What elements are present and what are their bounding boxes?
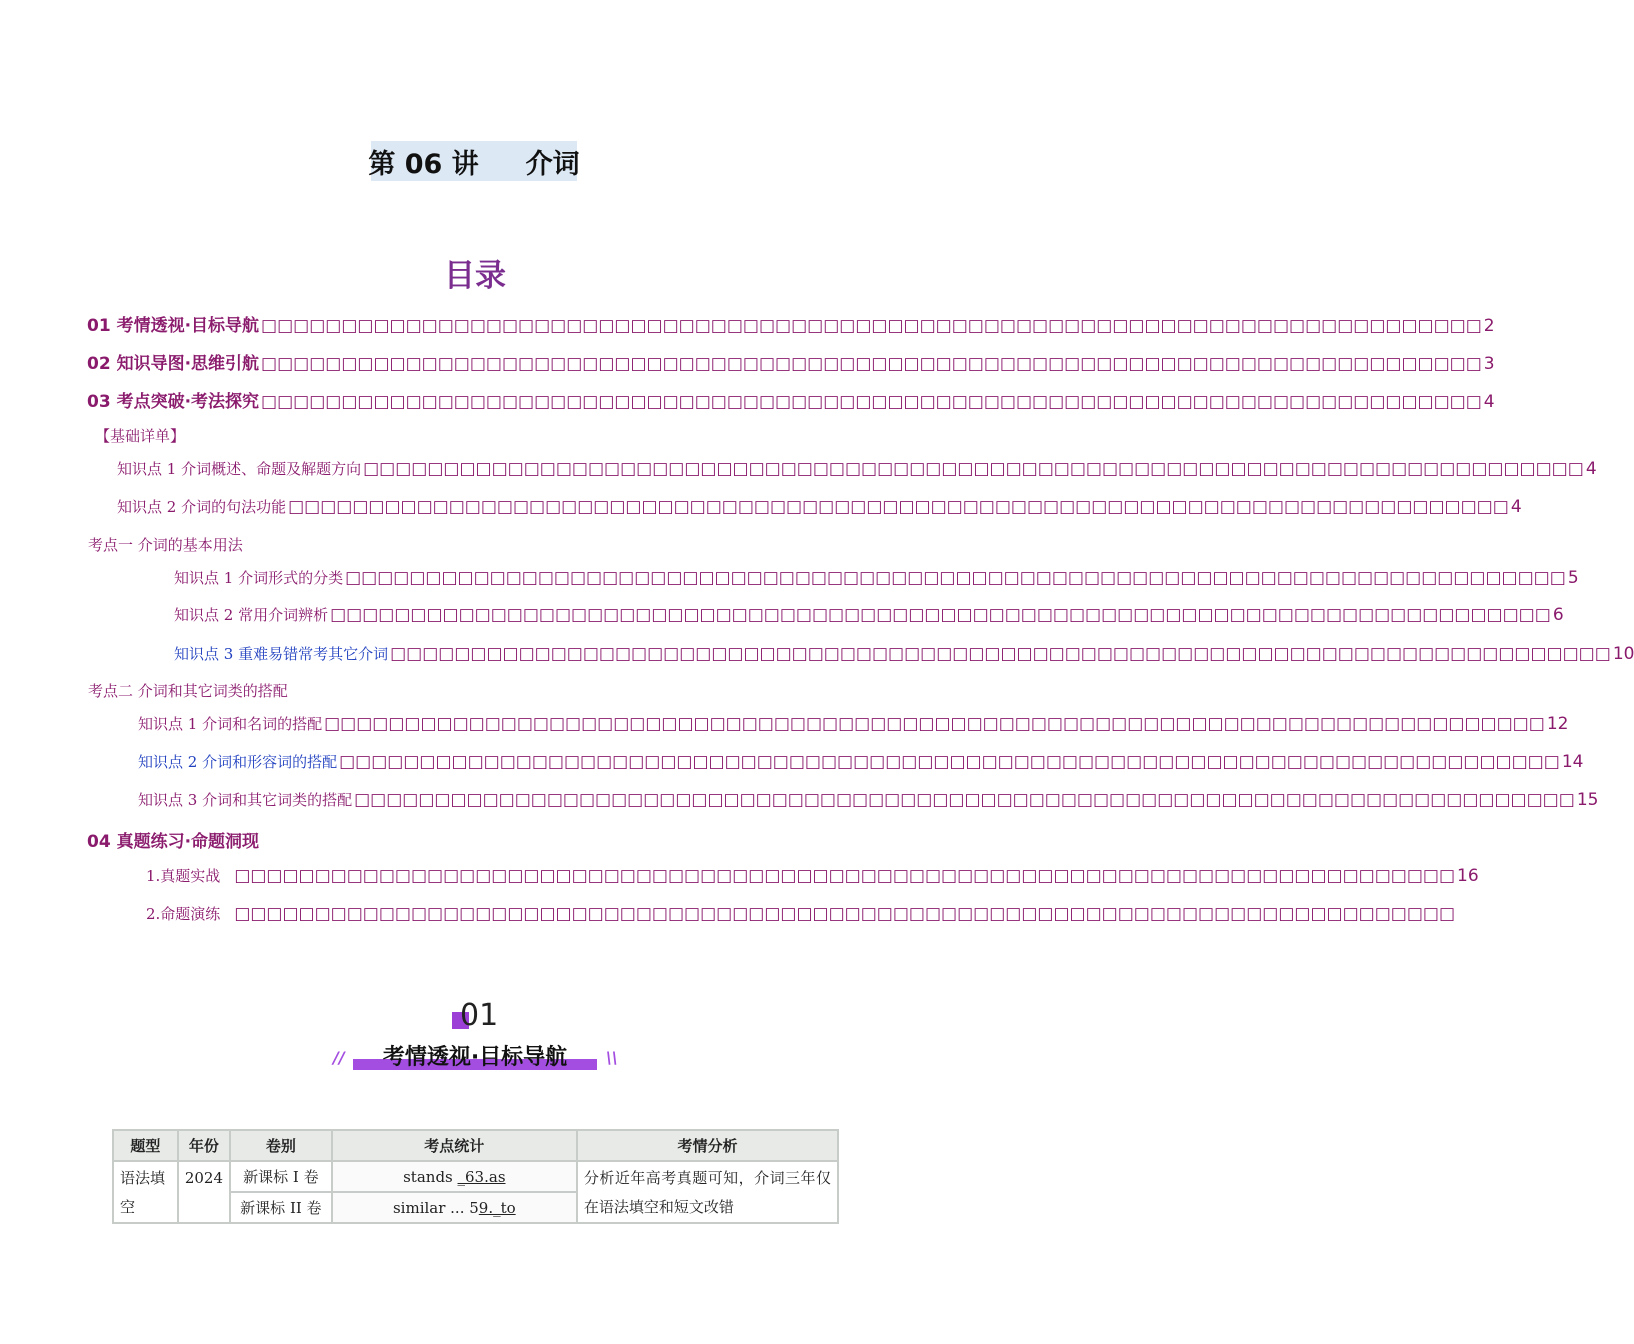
toc-page-number: 5: [1567, 568, 1579, 588]
toc-leader: □□□□□□□□□□□□□□□□□□□□□□□□□□□□□□□□□□□□□□□□□□□□□□□□□□□□□□□□□□□□□□□□□□□□□□□□□□□□: [261, 392, 1482, 412]
header-stats: 考点统计: [332, 1130, 577, 1161]
toc-entry-label: 01 考情透视·目标导航: [87, 316, 260, 336]
toc-leader: □□□□□□□□□□□□□□□□□□□□□□□□□□□□□□□□□□□□□□□□□□□□□□□□□□□□□□□□□□□□□□□□□□□□□□□□□□□□: [345, 568, 1566, 588]
lecture-title: 第 06 讲 介词: [371, 141, 577, 181]
toc-page-number: 6: [1552, 605, 1564, 625]
toc-leader: □□□□□□□□□□□□□□□□□□□□□□□□□□□□□□□□□□□□□□□□□□□□□□□□□□□□□□□□□□□□□□□□□□□□□□□□□□□□: [261, 316, 1482, 336]
toc-entry-label: 1.真题实战: [146, 867, 221, 885]
toc-leader: □□□□□□□□□□□□□□□□□□□□□□□□□□□□□□□□□□□□□□□□□□□□□□□□□□□□□□□□□□□□□□□□□□□□□□□□□□□□: [339, 752, 1560, 772]
toc-entry[interactable]: [138, 789, 1599, 815]
banner-left-decoration: //: [333, 1048, 345, 1067]
stat-text: similar ... 5: [392, 1198, 479, 1217]
toc-entry[interactable]: [87, 349, 1495, 375]
toc-leader: □□□□□□□□□□□□□□□□□□□□□□□□□□□□□□□□□□□□□□□□□□□□□□□□□□□□□□□□□□□□□□□□□□□□□□□□□□□□: [330, 605, 1551, 625]
toc-entry[interactable]: [117, 496, 1522, 522]
toc-page-number: 3: [1483, 354, 1495, 374]
toc-heading: 目录: [444, 258, 506, 294]
stats-cell: [332, 1161, 577, 1192]
toc-entry[interactable]: [87, 311, 1495, 337]
exam-analysis-table: [112, 1129, 839, 1224]
toc-entry[interactable]: [87, 387, 1495, 413]
toc-entry-label: 知识点 2 常用介词辨析: [174, 606, 329, 624]
header-year: 年份: [178, 1130, 230, 1161]
toc-entry[interactable]: [146, 903, 1456, 929]
toc-page-number: 4: [1585, 459, 1597, 479]
toc-leader: □□□□□□□□□□□□□□□□□□□□□□□□□□□□□□□□□□□□□□□□□□□□□□□□□□□□□□□□□□□□□□□□□□□□□□□□□□□□: [390, 644, 1611, 664]
stats-cell: [332, 1192, 577, 1223]
header-analysis: 考情分析: [577, 1130, 838, 1161]
stat-answer: _63.as: [457, 1167, 506, 1186]
section-banner: [353, 1040, 597, 1070]
stat-answer: 9._to: [478, 1198, 516, 1217]
toc-page-number: 4: [1483, 392, 1495, 412]
toc-entry[interactable]: [174, 604, 1564, 630]
toc-leader: □□□□□□□□□□□□□□□□□□□□□□□□□□□□□□□□□□□□□□□□□□□□□□□□□□□□□□□□□□□□□□□□□□□□□□□□□□□□: [324, 714, 1545, 734]
toc-group-label: 考点一 介词的基本用法: [88, 536, 243, 554]
toc-entry[interactable]: [138, 713, 1569, 739]
toc-entry[interactable]: [138, 751, 1584, 777]
toc-leader: □□□□□□□□□□□□□□□□□□□□□□□□□□□□□□□□□□□□□□□□□□□□□□□□□□□□□□□□□□□□□□□□□□□□□□□□□□□□: [363, 459, 1584, 479]
paper-cell: 新课标 I 卷: [230, 1161, 332, 1192]
table-header-row: [113, 1130, 838, 1161]
toc-entry-label: 知识点 2 介词和形容词的搭配: [138, 753, 338, 771]
table-row: [113, 1161, 838, 1192]
toc-page-number: 2: [1483, 316, 1495, 336]
toc-group-label: 【基础详单】: [95, 427, 186, 445]
toc-leader: □□□□□□□□□□□□□□□□□□□□□□□□□□□□□□□□□□□□□□□□□□□□□□□□□□□□□□□□□□□□□□□□□□□□□□□□□□□□: [261, 354, 1482, 374]
toc-entry[interactable]: [87, 827, 487, 853]
toc-group-label: 考点二 介词和其它词类的搭配: [88, 682, 288, 700]
stat-text: stands: [403, 1167, 458, 1186]
toc-entry-label: 2.命题演练: [146, 905, 221, 923]
analysis-cell: 分析近年高考真题可知，介词三年仅在语法填空和短文改错: [577, 1161, 838, 1223]
header-question-type: 题型: [113, 1130, 178, 1161]
toc-entry-label: 知识点 1 介词和名词的搭配: [138, 715, 323, 733]
toc-page-number: 12: [1546, 714, 1569, 734]
toc-page-number: 16: [1457, 866, 1479, 886]
section-title: 考情透视·目标导航: [382, 1045, 568, 1070]
toc-entry-label: 03 考点突破·考法探究: [87, 392, 260, 412]
toc-entry-label: 知识点 1 介词概述、命题及解题方向: [117, 460, 362, 478]
toc-entry[interactable]: [174, 643, 1634, 669]
toc-page-number: 10: [1612, 644, 1634, 664]
toc-page-number: 4: [1510, 497, 1522, 517]
toc-entry[interactable]: [174, 567, 1579, 593]
toc-leader: □□□□□□□□□□□□□□□□□□□□□□□□□□□□□□□□□□□□□□□□□□□□□□□□□□□□□□□□□□□□□□□□□□□□□□□□□□□□: [288, 497, 1509, 517]
toc-leader: □□□□□□□□□□□□□□□□□□□□□□□□□□□□□□□□□□□□□□□□□□□□□□□□□□□□□□□□□□□□□□□□□□□□□□□□□□□□: [234, 904, 1456, 924]
toc-entry-label: 知识点 1 介词形式的分类: [174, 569, 344, 587]
toc-entry-label: 04 真题练习·命题洞现: [87, 832, 260, 852]
toc-entry-label: 知识点 3 重难易错常考其它介词: [174, 645, 389, 663]
toc-leader: □□□□□□□□□□□□□□□□□□□□□□□□□□□□□□□□□□□□□□□□□□□□□□□□□□□□□□□□□□□□□□□□□□□□□□□□□□□□: [234, 866, 1456, 886]
toc-page-number: 15: [1576, 790, 1599, 810]
toc-entry-label: 知识点 3 介词和其它词类的搭配: [138, 791, 353, 809]
header-paper: 卷别: [230, 1130, 332, 1161]
toc-entry[interactable]: [146, 865, 1479, 891]
toc-entry[interactable]: [117, 458, 1597, 484]
banner-right-decoration: \\: [606, 1048, 618, 1067]
paper-cell: 新课标 II 卷: [230, 1192, 332, 1223]
toc-page-number: 14: [1561, 752, 1584, 772]
question-type-cell: 语法填空: [113, 1161, 178, 1223]
toc-leader: □□□□□□□□□□□□□□□□□□□□□□□□□□□□□□□□□□□□□□□□□□□□□□□□□□□□□□□□□□□□□□□□□□□□□□□□□□□□: [354, 790, 1575, 810]
year-cell: 2024: [178, 1161, 230, 1223]
section-number: 01: [460, 998, 499, 1033]
toc-entry-label: 02 知识导图·思维引航: [87, 354, 260, 374]
toc-entry-label: 知识点 2 介词的句法功能: [117, 498, 287, 516]
